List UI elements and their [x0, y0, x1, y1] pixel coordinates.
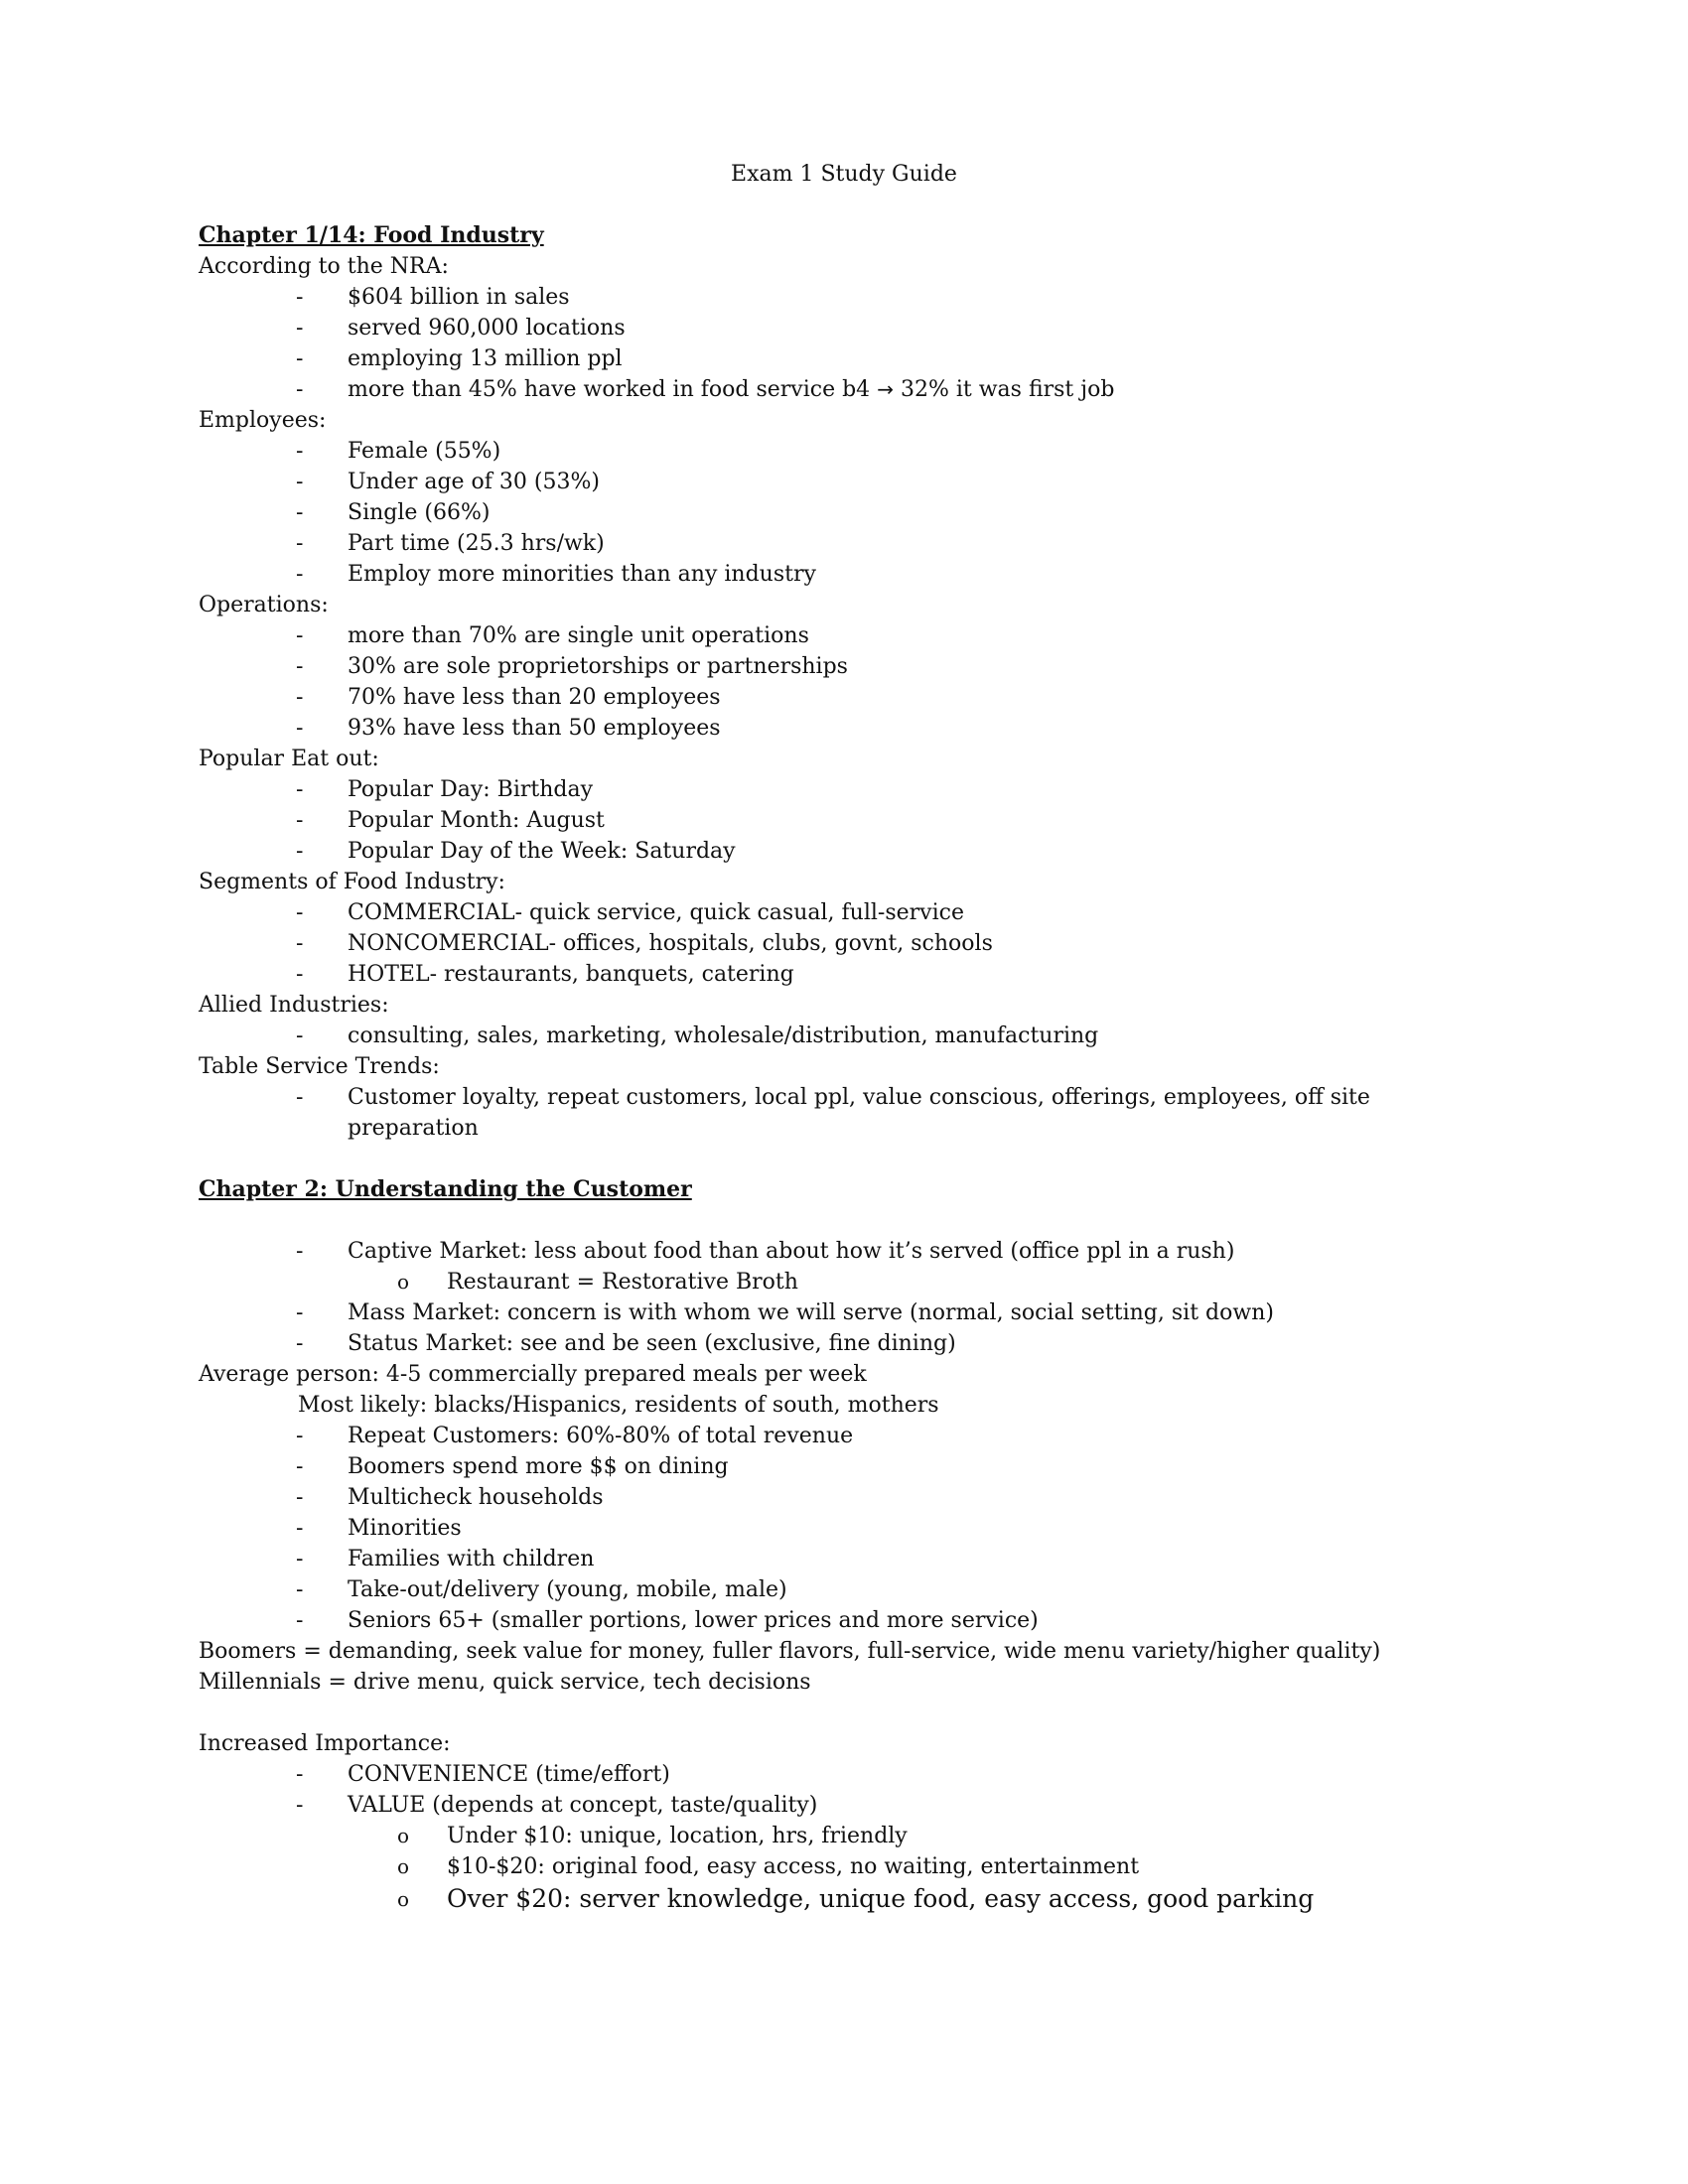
list-item: - consulting, sales, marketing, wholesale/distribution, manufacturing [199, 1021, 1489, 1051]
employees-label: Employees: [199, 408, 327, 433]
operations-label: Operations: [199, 593, 329, 617]
dash-bullet: - [296, 470, 304, 494]
circle-bullet: o [397, 1270, 410, 1294]
list-item: - employing 13 million ppl [199, 343, 1489, 374]
dash-bullet: - [296, 1516, 304, 1541]
list-item: - Mass Market: concern is with whom we will serve (normal, social setting, sit down) [199, 1297, 1489, 1328]
millennials-line: Millennials = drive menu, quick service, tech decisions [199, 1670, 811, 1695]
dash-bullet: - [296, 562, 304, 587]
list-item: - HOTEL- restaurants, banquets, catering [199, 959, 1489, 990]
list-item: - Customer loyalty, repeat customers, local ppl, value conscious, offerings, employees, off site preparation [199, 1082, 1470, 1144]
dash-bullet: - [296, 900, 304, 925]
dash-bullet: - [296, 316, 304, 341]
list-item: - Single (66%) [199, 497, 1489, 528]
most-likely-line: Most likely: blacks/Hispanics, residents of south, mothers [298, 1393, 939, 1418]
dash-bullet: - [296, 931, 304, 956]
list-item: - more than 70% are single unit operations [199, 620, 1489, 651]
list-item: - Minorities [199, 1513, 1489, 1544]
dash-bullet: - [296, 439, 304, 464]
list-item: - Seniors 65+ (smaller portions, lower prices and more service) [199, 1605, 1489, 1636]
average-person-line: Average person: 4-5 commercially prepared meals per week [199, 1362, 867, 1387]
boomers-line: Boomers = demanding, seek value for money, fuller flavors, full-service, wide menu variety/higher quality) [199, 1639, 1381, 1664]
document-body [199, 220, 1489, 1916]
chapter-2-heading: Chapter 2: Understanding the Customer [199, 1176, 692, 1202]
list-item: - Multicheck households [199, 1482, 1489, 1513]
dash-bullet: - [296, 1547, 304, 1571]
list-item: - Status Market: see and be seen (exclusive, fine dining) [199, 1328, 1489, 1359]
popular-label: Popular Eat out: [199, 747, 379, 771]
dash-bullet: - [296, 623, 304, 648]
circle-bullet: o [397, 1824, 410, 1847]
list-item: - Boomers spend more $$ on dining [199, 1451, 1489, 1482]
list-item: - Popular Day: Birthday [199, 774, 1489, 805]
list-item: - 30% are sole proprietorships or partnerships [199, 651, 1489, 682]
spacer [199, 1144, 1489, 1174]
dash-bullet: - [296, 777, 304, 802]
spacer [199, 1698, 1489, 1728]
dash-bullet: - [296, 1300, 304, 1325]
allied-label: Allied Industries: [199, 993, 389, 1018]
dash-bullet: - [296, 1424, 304, 1448]
list-item: - VALUE (depends at concept, taste/quality) [199, 1790, 1489, 1821]
dash-bullet: - [296, 1024, 304, 1048]
document-title: Exam 1 Study Guide [731, 162, 957, 187]
list-item: - Take-out/delivery (young, mobile, male) [199, 1574, 1489, 1605]
dash-bullet: - [296, 1239, 304, 1264]
list-item: - Part time (25.3 hrs/wk) [199, 528, 1489, 559]
list-item: - Captive Market: less about food than about how it’s served (office ppl in a rush) [199, 1236, 1489, 1267]
spacer [199, 1205, 1489, 1236]
dash-bullet: - [296, 1577, 304, 1602]
circle-bullet: o [397, 1854, 410, 1878]
list-item: - NONCOMERCIAL- offices, hospitals, clubs, govnt, schools [199, 928, 1489, 959]
sub-list-item: o $10-$20: original food, easy access, no waiting, entertainment [199, 1851, 1489, 1882]
dash-bullet: - [296, 962, 304, 987]
dash-bullet: - [296, 1762, 304, 1787]
sub-list-item: o Under $10: unique, location, hrs, friendly [199, 1821, 1489, 1851]
dash-bullet: - [296, 377, 304, 402]
increased-importance-label: Increased Importance: [199, 1731, 451, 1756]
list-item: - Popular Month: August [199, 805, 1489, 836]
list-item: - COMMERCIAL- quick service, quick casual, full-service [199, 897, 1489, 928]
dash-bullet: - [296, 1608, 304, 1633]
dash-bullet: - [296, 1331, 304, 1356]
list-item: - served 960,000 locations [199, 313, 1489, 343]
dash-bullet: - [296, 808, 304, 833]
list-item: - Under age of 30 (53%) [199, 467, 1489, 497]
list-item: - CONVENIENCE (time/effort) [199, 1759, 1489, 1790]
segments-label: Segments of Food Industry: [199, 870, 505, 894]
list-item: - Popular Day of the Week: Saturday [199, 836, 1489, 867]
list-item: - Employ more minorities than any industry [199, 559, 1489, 590]
dash-bullet: - [296, 654, 304, 679]
dash-bullet: - [296, 1085, 304, 1110]
sub-list-item: o Restaurant = Restorative Broth [199, 1267, 1489, 1297]
circle-bullet: o [397, 1887, 410, 1911]
dash-bullet: - [296, 285, 304, 310]
sub-list-item: o Over $20: server knowledge, unique food, easy access, good parking [199, 1882, 1489, 1916]
dash-bullet: - [296, 1485, 304, 1510]
list-item: - Repeat Customers: 60%-80% of total revenue [199, 1421, 1489, 1451]
trends-label: Table Service Trends: [199, 1054, 440, 1079]
dash-bullet: - [296, 500, 304, 525]
list-item: - $604 billion in sales [199, 282, 1489, 313]
list-item: - 93% have less than 50 employees [199, 713, 1489, 744]
dash-bullet: - [296, 716, 304, 741]
list-item: - 70% have less than 20 employees [199, 682, 1489, 713]
dash-bullet: - [296, 839, 304, 864]
list-item: - Female (55%) [199, 436, 1489, 467]
dash-bullet: - [296, 346, 304, 371]
dash-bullet: - [296, 531, 304, 556]
nra-label: According to the NRA: [199, 254, 449, 279]
list-item: - Families with children [199, 1544, 1489, 1574]
right-arrow-icon: → [877, 377, 894, 401]
dash-bullet: - [296, 1454, 304, 1479]
dash-bullet: - [296, 1793, 304, 1818]
dash-bullet: - [296, 685, 304, 710]
chapter-1-heading: Chapter 1/14: Food Industry [199, 222, 544, 248]
list-item: - more than 45% have worked in food service b4 → 32% it was first job [199, 374, 1489, 405]
